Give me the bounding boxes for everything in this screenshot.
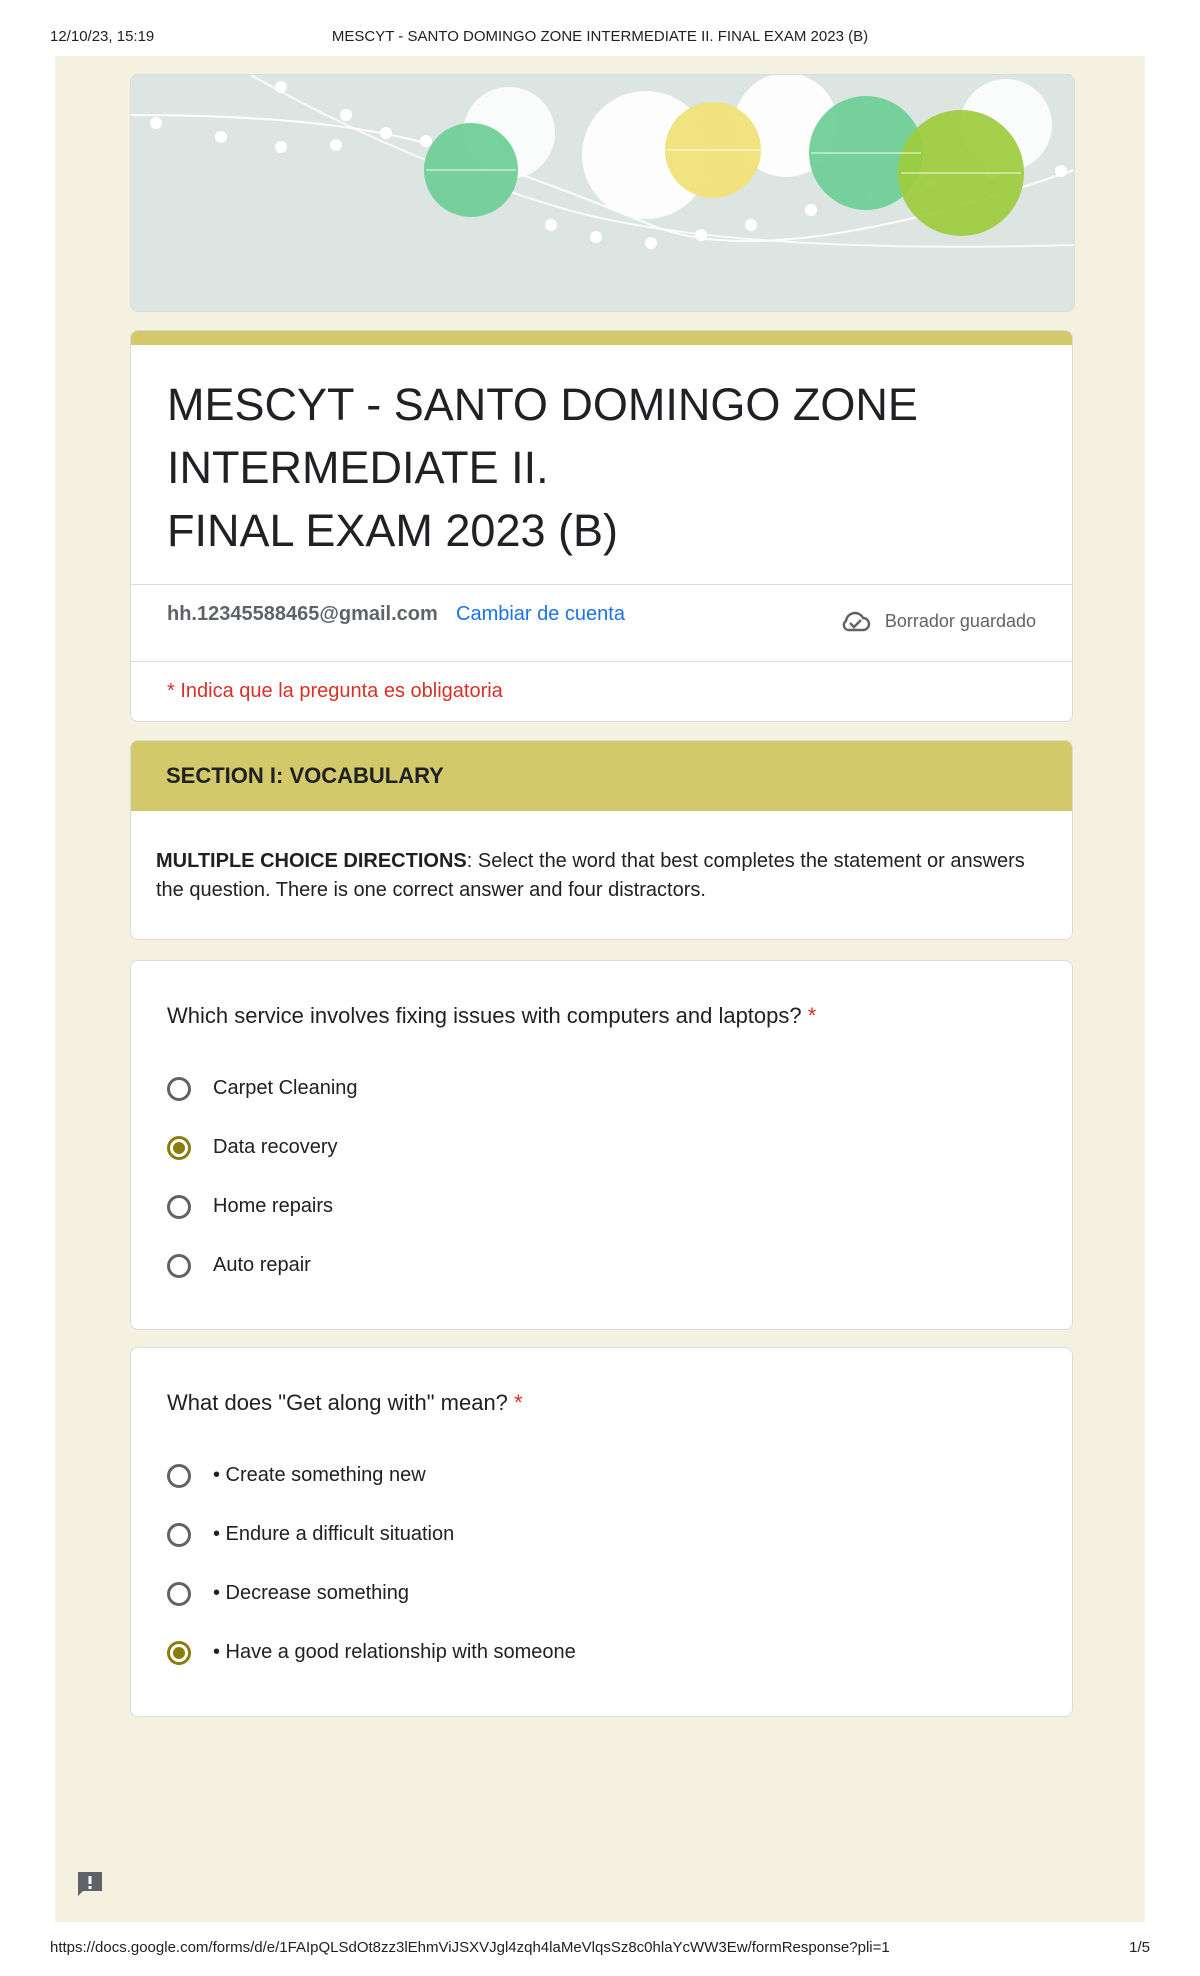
radio-option[interactable] (167, 1059, 1036, 1118)
option-label: • Create something new (213, 1464, 426, 1486)
radio-button[interactable] (167, 1582, 191, 1606)
directions-text: : Select the word that best completes the statement or answers the question. There is one correct answer and four distractors. (156, 850, 1025, 901)
required-note: * Indica que la pregunta es obligatoria (167, 680, 503, 702)
print-footer (50, 1939, 1150, 1959)
section-directions (131, 811, 1072, 905)
section-title: SECTION I: VOCABULARY (131, 741, 1072, 811)
account-email: hh.12345588465@gmail.com (167, 603, 438, 625)
print-header (50, 28, 1150, 48)
radio-option[interactable] (167, 1177, 1036, 1236)
required-asterisk: * (514, 1390, 523, 1415)
cloud-check-icon (839, 609, 871, 633)
radio-option[interactable] (167, 1446, 1036, 1505)
question-title (167, 1388, 1036, 1418)
option-label: • Endure a difficult situation (213, 1523, 455, 1545)
question-text: Which service involves fixing issues with computers and laptops? (167, 1003, 802, 1028)
account-row (131, 585, 1072, 661)
draft-status-text: Borrador guardado (884, 610, 1036, 631)
radio-option[interactable] (167, 1118, 1036, 1177)
print-datetime: 12/10/23, 15:19 (50, 28, 155, 45)
radio-option[interactable] (167, 1564, 1036, 1623)
header-banner-image (130, 74, 1075, 312)
option-label: • Decrease something (213, 1582, 409, 1604)
question-card (130, 960, 1073, 1330)
print-title: MESCYT - SANTO DOMINGO ZONE INTERMEDIATE II. FINAL EXAM 2023 (B) (331, 28, 869, 45)
option-label: Data recovery (213, 1136, 338, 1158)
question-text: What does "Get along with" mean? (167, 1390, 508, 1415)
radio-button-selected[interactable] (167, 1641, 191, 1665)
question-title (167, 1001, 1036, 1031)
radio-option[interactable] (167, 1623, 1036, 1682)
radio-button[interactable] (167, 1523, 191, 1547)
section-card (130, 740, 1073, 940)
print-page-number: 1/5 (1129, 1939, 1150, 1956)
radio-option[interactable] (167, 1236, 1036, 1295)
option-label: Auto repair (213, 1254, 311, 1276)
directions-label: MULTIPLE CHOICE DIRECTIONS (156, 850, 467, 872)
required-asterisk: * (807, 1003, 817, 1028)
radio-button[interactable] (167, 1195, 191, 1219)
option-label: • Have a good relationship with someone (213, 1641, 576, 1663)
form-header-card (130, 330, 1073, 722)
header-accent-bar (131, 331, 1072, 345)
radio-button[interactable] (167, 1077, 191, 1101)
form-title: MESCYT - SANTO DOMINGO ZONE INTERMEDIATE II. FINAL EXAM 2023 (B) (167, 379, 918, 556)
radio-button-selected[interactable] (167, 1136, 191, 1160)
print-url: https://docs.google.com/forms/d/e/1FAIpQLSdOt8zz3lEhmViJSXVJgl4zqh4laMeVlqsSz8c0hlaYcWW3Ew/formResponse?pli=1 (50, 1939, 890, 1956)
radio-button[interactable] (167, 1254, 191, 1278)
switch-account-link[interactable]: Cambiar de cuenta (456, 603, 625, 625)
feedback-icon[interactable] (74, 1868, 106, 1900)
radio-button[interactable] (167, 1464, 191, 1488)
radio-option[interactable] (167, 1505, 1036, 1564)
question-card (130, 1347, 1073, 1717)
option-label: Carpet Cleaning (213, 1077, 358, 1099)
draft-status (839, 609, 1036, 633)
option-label: Home repairs (213, 1195, 334, 1217)
